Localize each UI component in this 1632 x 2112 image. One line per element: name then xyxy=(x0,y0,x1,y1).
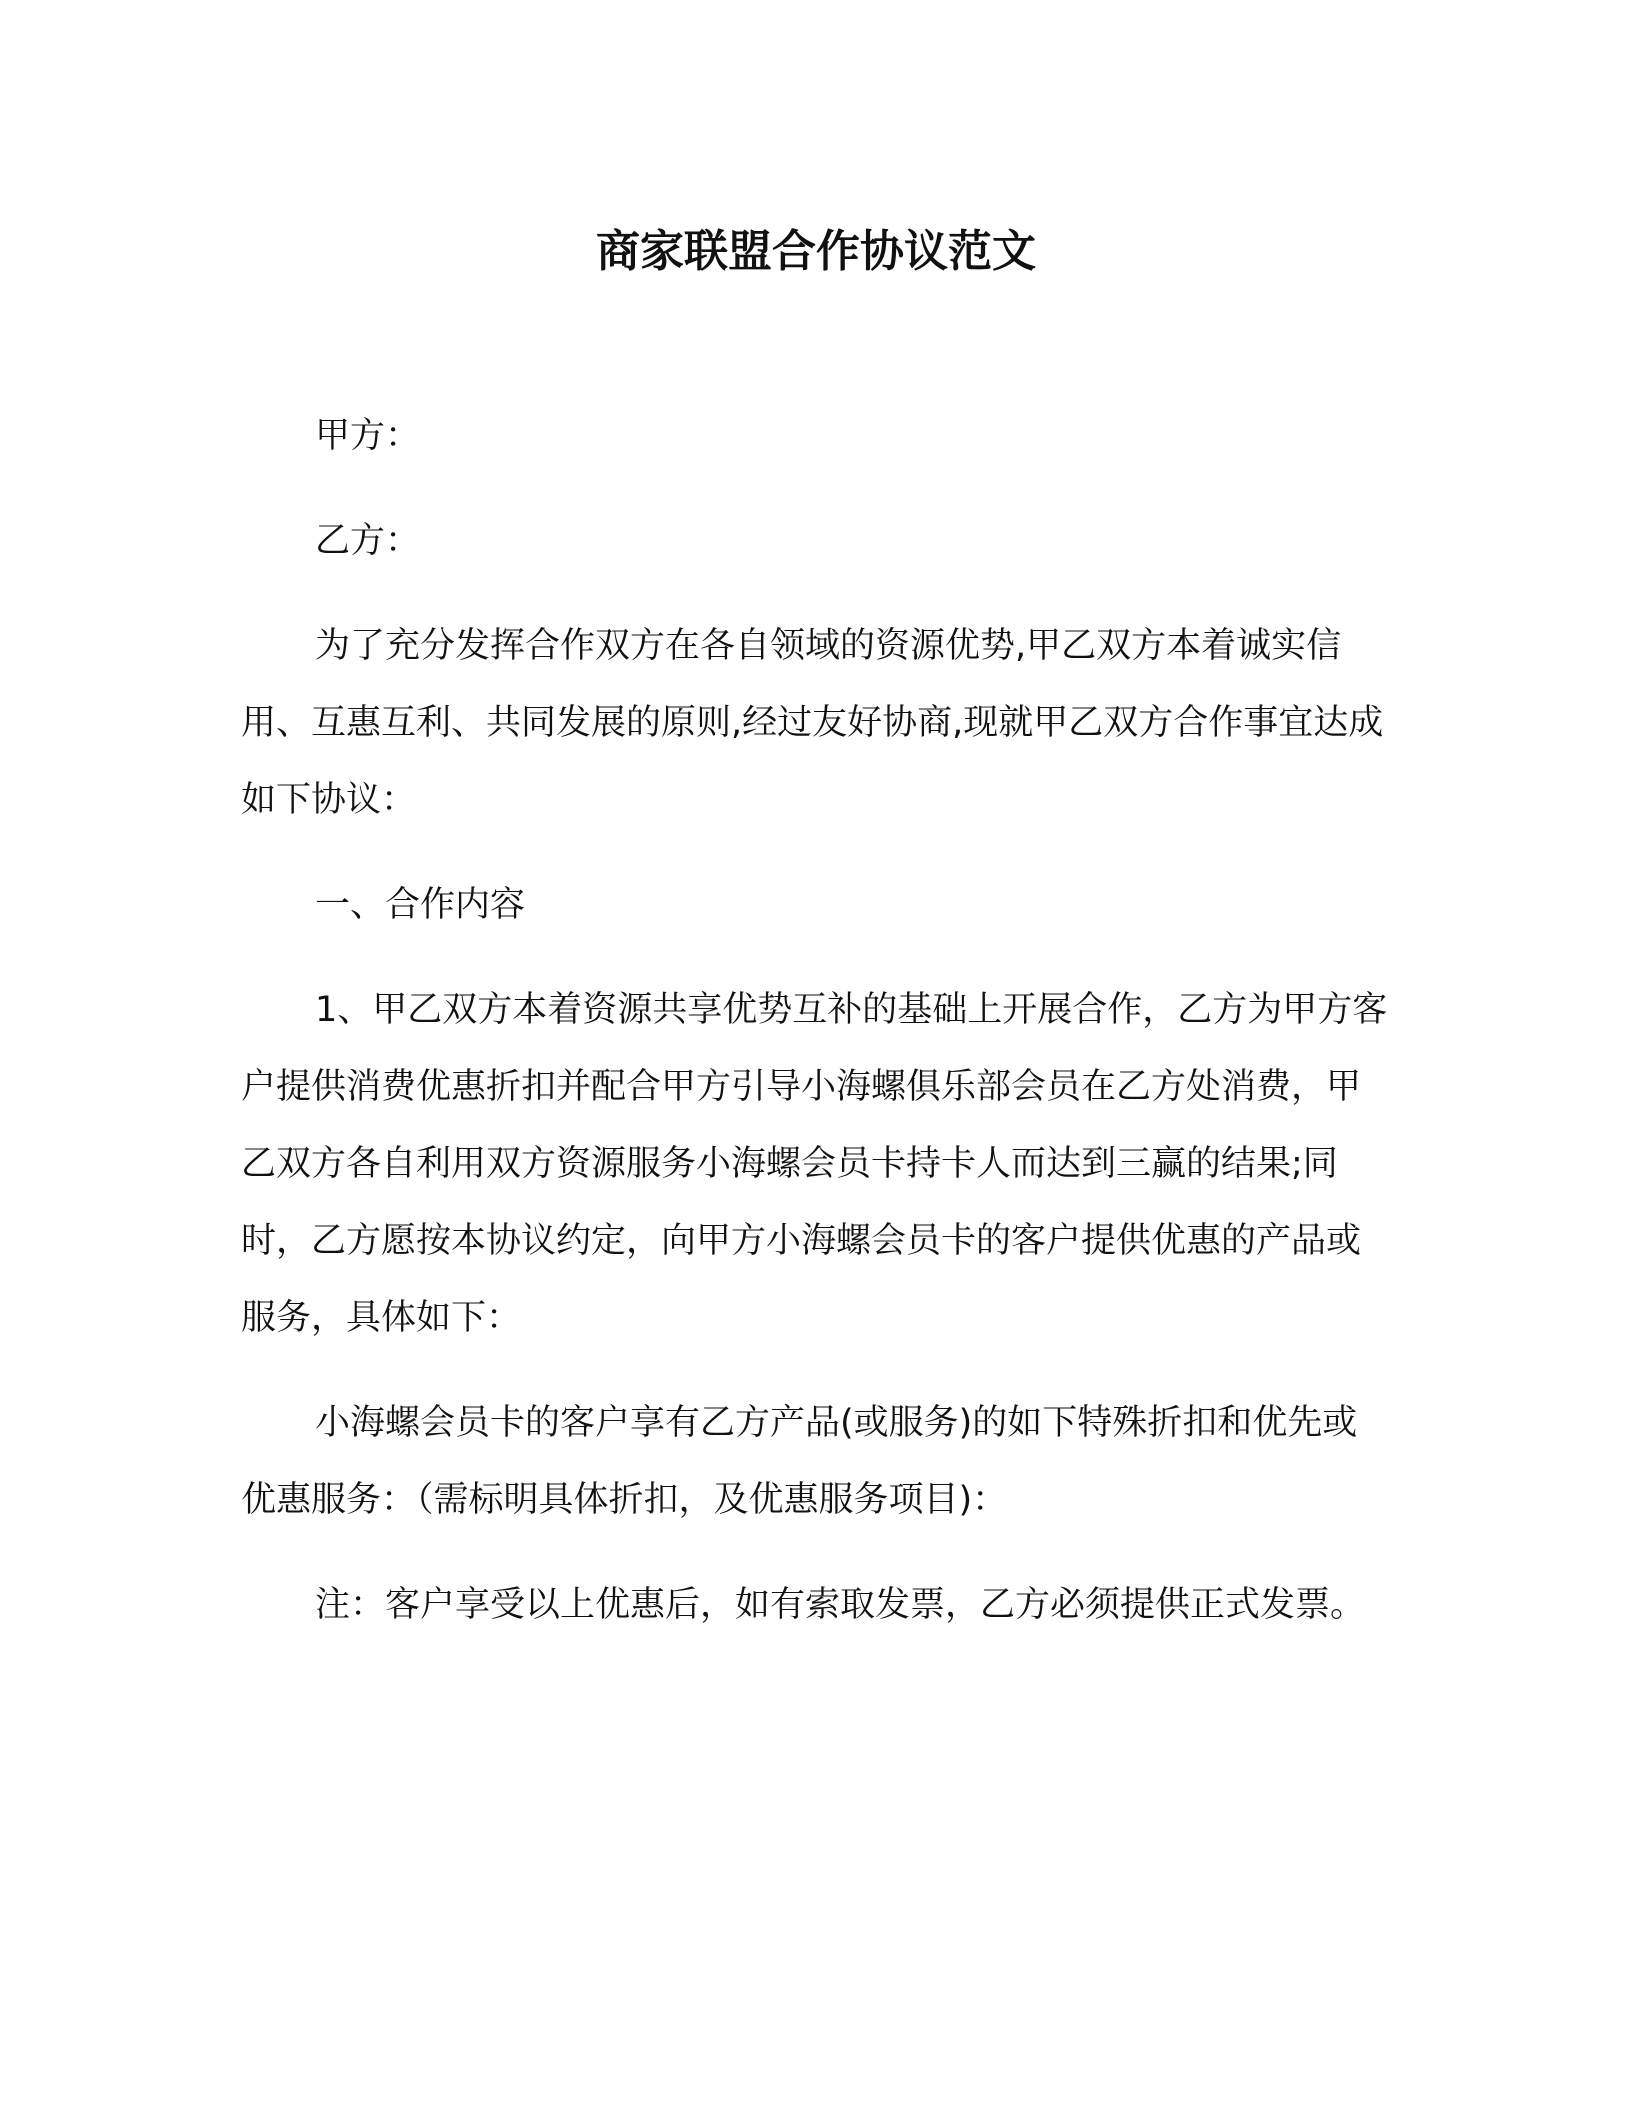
party-a-line: 甲方： xyxy=(315,416,421,456)
invoice-note-paragraph: 注：客户享受以上优惠后，如有索取发票，乙方必须提供正式发票。 xyxy=(315,1585,1366,1625)
discount-paragraph: 小海螺会员卡的客户享有乙方产品(或服务)的如下特殊折扣和优先或优惠服务：（需标明具体折扣，及优惠服务项目)： xyxy=(241,1403,1358,1520)
section-heading-cooperation-content: 一、合作内容 xyxy=(315,885,526,925)
document-title: 商家联盟合作协议范文 xyxy=(596,226,1036,277)
preamble-paragraph: 为了充分发挥合作双方在各自领域的资源优势,甲乙双方本着诚实信用、互惠互利、共同发展的原则,经过友好协商,现就甲乙双方合作事宜达成如下协议： xyxy=(241,626,1384,820)
party-b-line: 乙方： xyxy=(315,521,421,561)
clause-1-paragraph: 1、甲乙双方本着资源共享优势互补的基础上开展合作，乙方为甲方客户提供消费优惠折扣并配合甲方引导小海螺俱乐部会员在乙方处消费，甲乙双方各自利用双方资源服务小海螺会员卡持卡人而达到三赢的结果;同时，乙方愿按本协议约定，向甲方小海螺会员卡的客户提供优惠的产品或服务，具体如下： xyxy=(241,990,1388,1338)
document-body xyxy=(241,398,1391,1672)
